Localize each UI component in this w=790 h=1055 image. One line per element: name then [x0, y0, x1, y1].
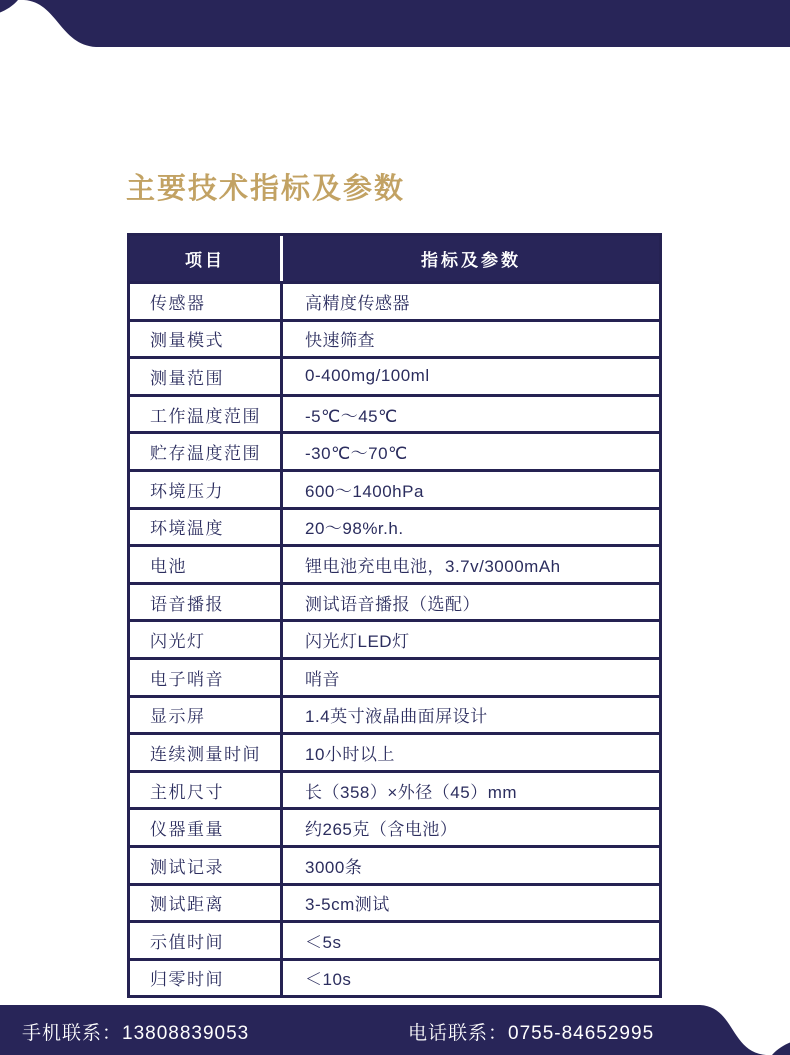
table-row — [130, 845, 659, 883]
table-row — [130, 619, 659, 657]
row-item-label: 示值时间 — [130, 923, 283, 958]
row-value: -5℃～45℃ — [305, 406, 398, 426]
row-value: 高精度传感器 — [305, 293, 410, 313]
spec-table — [127, 233, 662, 998]
row-value: 快速筛查 — [305, 331, 375, 351]
row-value: 20～98%r.h. — [305, 519, 404, 539]
table-row — [130, 770, 659, 808]
row-item-label: 测试距离 — [130, 886, 283, 921]
row-value: 600～1400hPa — [305, 481, 424, 501]
table-row — [130, 431, 659, 469]
table-row — [130, 883, 659, 921]
row-value: 测试语音播报（选配） — [305, 594, 480, 614]
table-row — [130, 394, 659, 432]
table-row — [130, 695, 659, 733]
row-value: 闪光灯LED灯 — [305, 632, 410, 652]
table-row — [130, 281, 659, 319]
row-item-label: 环境温度 — [130, 510, 283, 545]
table-row — [130, 958, 659, 996]
table-row — [130, 807, 659, 845]
table-row — [130, 356, 659, 394]
row-item-label: 电子哨音 — [130, 660, 283, 695]
row-item-label: 语音播报 — [130, 585, 283, 620]
row-item-label: 连续测量时间 — [130, 735, 283, 770]
row-value: 锂电池充电电池，3.7v/3000mAh — [305, 556, 561, 576]
footer-contact-bar — [0, 1005, 790, 1055]
row-item-label: 传感器 — [130, 284, 283, 319]
table-row — [130, 657, 659, 695]
row-value: 3000条 — [305, 857, 363, 877]
header-cell-item: 项目 — [130, 236, 283, 281]
row-item-label: 主机尺寸 — [130, 773, 283, 808]
row-item-label: 电池 — [130, 547, 283, 582]
row-value: 哨音 — [305, 669, 340, 689]
row-value: 10小时以上 — [305, 744, 395, 764]
row-value: ＜5s — [305, 932, 342, 952]
table-row — [130, 544, 659, 582]
row-item-label: 测量范围 — [130, 359, 283, 394]
row-value: -30℃～70℃ — [305, 444, 408, 464]
row-item-label: 环境压力 — [130, 472, 283, 507]
row-value: 3-5cm测试 — [305, 895, 390, 915]
table-row — [130, 319, 659, 357]
row-item-label: 贮存温度范围 — [130, 434, 283, 469]
top-banner-shape — [0, 0, 790, 60]
table-row — [130, 920, 659, 958]
mobile-contact: 手机联系：13808839053 — [22, 1023, 250, 1044]
row-value: 长（358）×外径（45）mm — [305, 782, 518, 802]
table-row — [130, 507, 659, 545]
table-row — [130, 582, 659, 620]
table-row — [130, 732, 659, 770]
row-item-label: 工作温度范围 — [130, 397, 283, 432]
table-row — [130, 469, 659, 507]
row-item-label: 归零时间 — [130, 961, 283, 996]
row-value: 0-400mg/100ml — [305, 366, 430, 386]
row-item-label: 仪器重量 — [130, 810, 283, 845]
row-item-label: 闪光灯 — [130, 622, 283, 657]
row-value: 约265克（含电池） — [305, 820, 458, 840]
spec-table-header — [130, 236, 659, 281]
row-value: ＜10s — [305, 970, 352, 990]
header-cell-value: 指标及参数 — [421, 251, 521, 270]
page-title: 主要技术指标及参数 — [126, 173, 406, 205]
row-item-label: 测试记录 — [130, 848, 283, 883]
row-item-label: 测量模式 — [130, 322, 283, 357]
phone-contact: 电话联系：0755-84652995 — [408, 1023, 655, 1044]
row-value: 1.4英寸液晶曲面屏设计 — [305, 707, 488, 727]
row-item-label: 显示屏 — [130, 698, 283, 733]
